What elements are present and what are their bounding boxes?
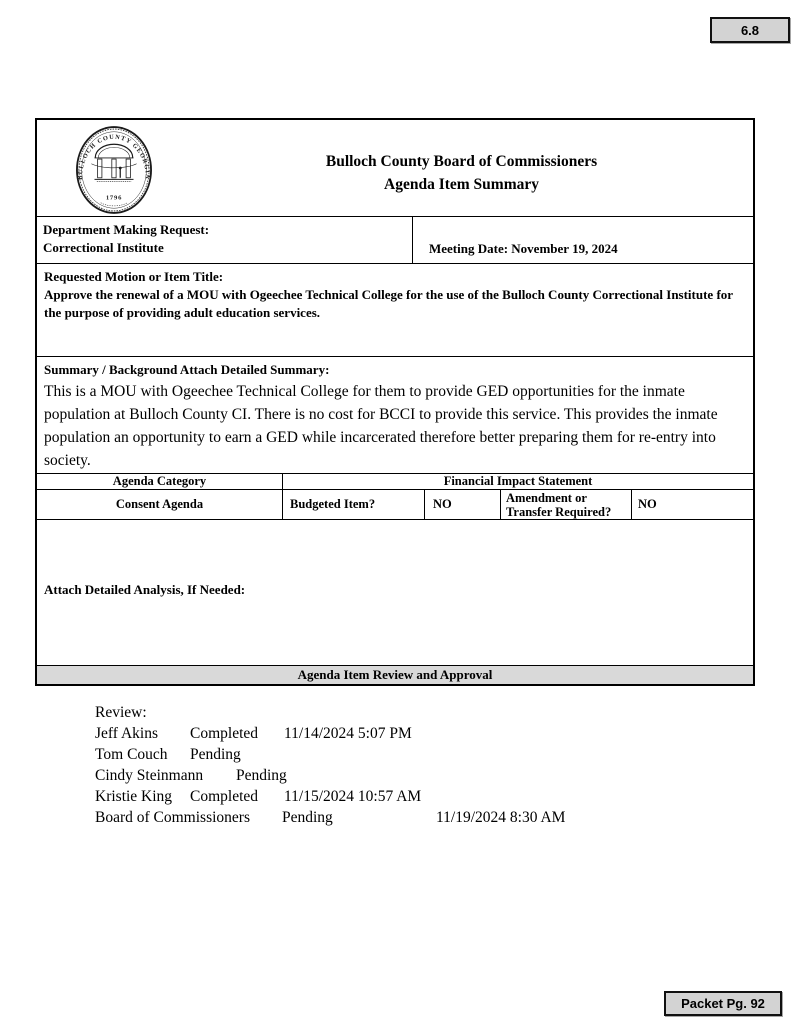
- budgeted-item-label: Budgeted Item?: [283, 490, 425, 519]
- review-status: Completed: [190, 725, 259, 742]
- detailed-analysis-label: Attach Detailed Analysis, If Needed:: [44, 582, 246, 597]
- reviewer-name: Jeff Akins: [95, 725, 159, 742]
- category-header-row: [37, 474, 753, 490]
- department-row: [37, 217, 753, 264]
- bulloch-county-seal-icon: [75, 124, 153, 216]
- review-section: [95, 702, 695, 828]
- seal-year: 1796: [105, 194, 123, 202]
- amendment-required-value: NO: [638, 497, 657, 511]
- agenda-item-summary-table: [35, 118, 755, 686]
- review-row: [95, 786, 695, 807]
- review-row: [95, 744, 695, 765]
- amendment-required-label: Amendment or Transfer Required?: [501, 490, 632, 519]
- packet-page-badge[interactable]: [664, 991, 782, 1016]
- document-title: Bulloch County Board of Commissioners: [325, 153, 598, 170]
- review-row: [95, 765, 695, 786]
- review-status: Completed: [190, 788, 259, 805]
- agenda-item-number: 6.8: [740, 22, 760, 38]
- detailed-analysis-row: [37, 520, 753, 666]
- document-title-block: [172, 150, 751, 196]
- packet-page-label: Packet Pg. 92: [681, 996, 765, 1011]
- motion-text: Approve the renewal of a MOU with Ogeechee Technical College for the use of the Bulloch County Correctional Institute for the purpose of providing adult education services.: [44, 287, 733, 320]
- review-heading: Review:: [95, 704, 147, 721]
- document-header: [37, 120, 753, 217]
- department-cell: [37, 217, 413, 263]
- department-value: Correctional Institute: [43, 240, 164, 255]
- agenda-category-value: Consent Agenda: [37, 490, 283, 519]
- reviewer-name: Tom Couch: [95, 746, 168, 763]
- seal-arc-text: BULLOCH COUNTY GEORGIA: [76, 133, 152, 180]
- meeting-date-cell: [413, 217, 753, 263]
- category-values-row: [37, 490, 753, 520]
- review-datetime: 11/15/2024 10:57 AM: [284, 788, 422, 805]
- review-status: Pending: [282, 809, 333, 826]
- review-datetime: 11/19/2024 8:30 AM: [436, 809, 566, 826]
- review-status: Pending: [190, 746, 241, 763]
- requested-motion-row: [37, 264, 753, 357]
- reviewer-name: Kristie King: [95, 788, 173, 805]
- review-row: [95, 723, 695, 744]
- document-subtitle: Agenda Item Summary: [384, 176, 539, 193]
- summary-text: This is a MOU with Ogeechee Technical College for them to provide GED opportunities for the inmate population at Bulloch County CI. There is no cost for BCCI to provide this service. This provides the inmate population an opportunity to earn a GED while incarcerated therefore better preparing them for re-entry into society.: [44, 383, 718, 469]
- financial-impact-header: Financial Impact Statement: [443, 474, 593, 488]
- summary-label: Summary / Background Attach Detailed Summary:: [44, 362, 330, 377]
- motion-label: Requested Motion or Item Title:: [44, 269, 224, 284]
- meeting-date: Meeting Date: November 19, 2024: [429, 241, 618, 256]
- review-status: Pending: [236, 767, 287, 784]
- summary-row: [37, 357, 753, 474]
- budgeted-item-value: NO: [425, 490, 501, 519]
- agenda-category-header: Agenda Category: [37, 474, 283, 489]
- review-datetime: 11/14/2024 5:07 PM: [284, 725, 412, 742]
- department-label: Department Making Request:: [43, 222, 210, 237]
- review-approval-bar: Agenda Item Review and Approval: [37, 666, 753, 684]
- reviewer-name: Cindy Steinmann: [95, 767, 204, 784]
- reviewer-name: Board of Commissioners: [95, 809, 250, 826]
- agenda-item-number-badge[interactable]: [710, 17, 790, 43]
- review-row: [95, 807, 695, 828]
